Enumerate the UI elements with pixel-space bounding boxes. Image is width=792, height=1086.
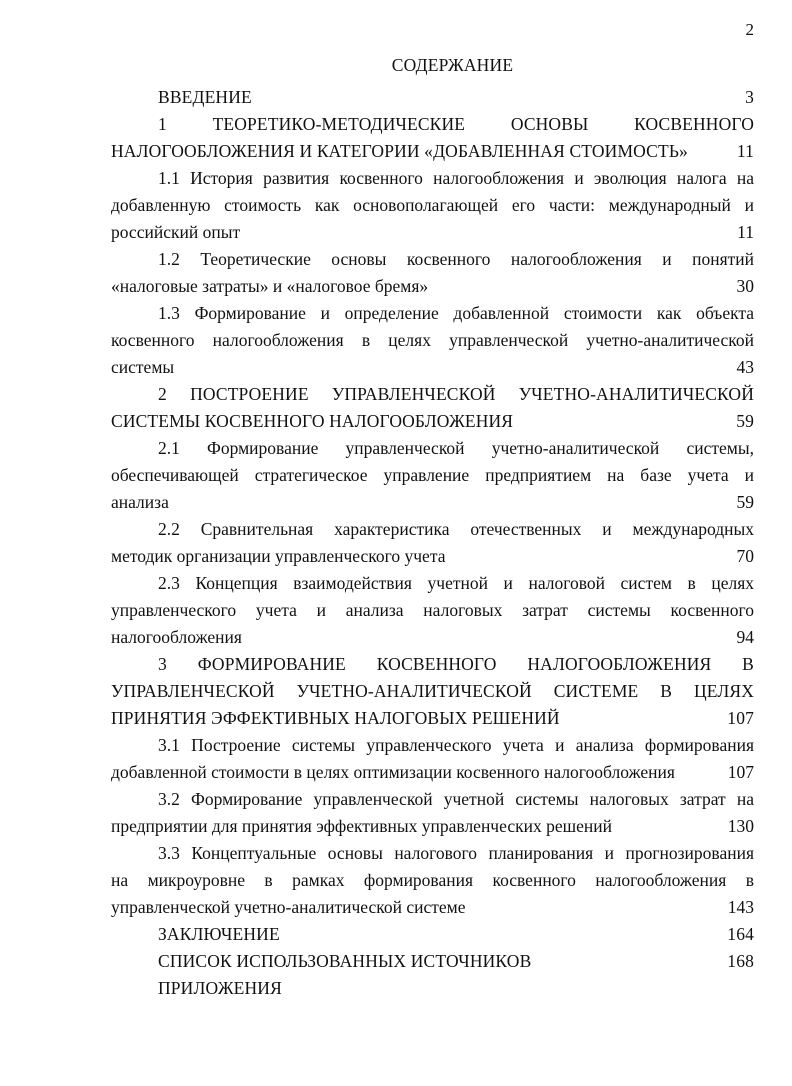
toc-entry-3-2[interactable] xyxy=(111,786,754,840)
toc-entry-label: ВВЕДЕНИЕ xyxy=(158,87,252,107)
toc-entry-line xyxy=(111,759,754,786)
toc-entry-page: 3 xyxy=(745,87,754,107)
toc-entry-label: ПРИНЯТИЯ ЭФФЕКТИВНЫХ НАЛОГОВЫХ РЕШЕНИЙ xyxy=(111,708,560,728)
toc-entry-label: системы xyxy=(111,357,175,377)
toc-entry-2-2[interactable] xyxy=(111,516,754,570)
toc-entry-page: 30 xyxy=(736,276,754,296)
toc-entry-1-1[interactable] xyxy=(111,165,754,246)
toc-entry-line: добавленную стоимость как основополагающей его части: международный и xyxy=(111,195,754,215)
toc-entry-3-3[interactable] xyxy=(111,840,754,921)
toc-entry-label: ПРИЛОЖЕНИЯ xyxy=(158,978,282,998)
toc-entry-chapter-2[interactable] xyxy=(111,381,754,435)
toc-entry-label: СИСТЕМЫ КОСВЕННОГО НАЛОГООБЛОЖЕНИЯ xyxy=(111,411,514,431)
toc-entry-label: российский опыт xyxy=(111,222,241,242)
toc-entry-page: 143 xyxy=(727,897,754,917)
toc-entry-line: 3.3 Концептуальные основы налогового планирования и прогнозирования xyxy=(158,843,754,863)
page-number: 2 xyxy=(745,20,754,39)
toc-entry-page: 94 xyxy=(736,627,754,647)
toc-entry-line: 2 ПОСТРОЕНИЕ УПРАВЛЕНЧЕСКОЙ УЧЕТНО-АНАЛИТИЧЕСКОЙ xyxy=(158,384,754,404)
toc-entry-line: 3.1 Построение системы управленческого учета и анализа формирования xyxy=(158,735,754,755)
toc-entry-line: 2.3 Концепция взаимодействия учетной и налоговой систем в целях xyxy=(158,573,754,593)
table-of-contents xyxy=(111,84,754,1002)
toc-entry-line xyxy=(111,408,754,435)
toc-entry-line xyxy=(111,273,754,300)
toc-entry-line xyxy=(111,354,754,381)
toc-entry-label: методик организации управленческого учета xyxy=(111,546,446,566)
toc-entry-line: 3.2 Формирование управленческой учетной системы налоговых затрат на xyxy=(158,789,754,809)
toc-entry-line: 1.2 Теоретические основы косвенного налогообложения и понятий xyxy=(158,249,754,269)
toc-entry-line: 3 ФОРМИРОВАНИЕ КОСВЕННОГО НАЛОГООБЛОЖЕНИЯ В xyxy=(158,654,754,674)
toc-entry-line: 1.3 Формирование и определение добавленной стоимости как объекта xyxy=(158,303,754,323)
toc-entry-line xyxy=(111,219,754,246)
toc-entry-line: управленческого учета и анализа налоговых затрат системы косвенного xyxy=(111,600,754,620)
toc-entry-line: УПРАВЛЕНЧЕСКОЙ УЧЕТНО-АНАЛИТИЧЕСКОЙ СИСТЕМЕ В ЦЕЛЯХ xyxy=(111,681,754,701)
toc-entry-line: на микроуровне в рамках формирования косвенного налогообложения в xyxy=(111,870,754,890)
toc-entry-2-1[interactable] xyxy=(111,435,754,516)
toc-entry-page: 107 xyxy=(727,708,754,728)
toc-entry-label: СПИСОК ИСПОЛЬЗОВАННЫХ ИСТОЧНИКОВ xyxy=(158,951,532,971)
toc-entry-page: 107 xyxy=(727,762,754,782)
toc-entry-1-2[interactable] xyxy=(111,246,754,300)
toc-entry-conclusion[interactable] xyxy=(111,921,754,948)
toc-entry-line xyxy=(111,489,754,516)
toc-entry-line: 2.2 Сравнительная характеристика отечественных и международных xyxy=(158,519,754,539)
toc-entry-line xyxy=(111,543,754,570)
toc-entry-sources[interactable] xyxy=(111,948,754,975)
toc-entry-page: 130 xyxy=(727,816,754,836)
toc-entry-label: налогообложения xyxy=(111,627,242,647)
toc-entry-chapter-3[interactable] xyxy=(111,651,754,732)
toc-entry-line: обеспечивающей стратегическое управление предприятием на базе учета и xyxy=(111,465,754,485)
toc-entry-page: 43 xyxy=(736,357,754,377)
toc-entry-label: анализа xyxy=(111,492,169,512)
toc-entry-line: 1.1 История развития косвенного налогообложения и эволюция налога на xyxy=(158,168,754,188)
toc-entry-page: 168 xyxy=(727,951,754,971)
toc-title: СОДЕРЖАНИЕ xyxy=(391,55,514,75)
toc-entry-label: управленческой учетно-аналитической системе xyxy=(111,897,466,917)
toc-entry-label: добавленной стоимости в целях оптимизации косвенного налогообложения xyxy=(111,762,675,782)
toc-entry-page: 59 xyxy=(736,492,754,512)
toc-entry-2-3[interactable] xyxy=(111,570,754,651)
toc-entry-page: 70 xyxy=(736,546,754,566)
toc-entry-3-1[interactable] xyxy=(111,732,754,786)
toc-entry-line xyxy=(111,138,754,165)
toc-entry-line xyxy=(111,894,754,921)
toc-entry-appendix[interactable] xyxy=(111,975,754,1002)
toc-entry-page: 59 xyxy=(736,411,754,431)
toc-entry-chapter-1[interactable] xyxy=(111,111,754,165)
toc-entry-intro[interactable] xyxy=(111,84,754,111)
toc-entry-page: 11 xyxy=(736,141,754,161)
toc-entry-label: «налоговые затраты» и «налоговое бремя» xyxy=(111,276,429,296)
toc-entry-label: ЗАКЛЮЧЕНИЕ xyxy=(158,924,280,944)
toc-entry-label: НАЛОГООБЛОЖЕНИЯ И КАТЕГОРИИ «ДОБАВЛЕННАЯ СТОИМОСТЬ» xyxy=(111,141,688,161)
toc-entry-line: косвенного налогообложения в целях управленческой учетно-аналитической xyxy=(111,330,754,350)
toc-entry-line xyxy=(111,813,754,840)
toc-entry-line xyxy=(111,705,754,732)
toc-entry-1-3[interactable] xyxy=(111,300,754,381)
toc-entry-label: предприятии для принятия эффективных управленческих решений xyxy=(111,816,612,836)
toc-entry-page: 164 xyxy=(727,924,754,944)
toc-entry-line: 2.1 Формирование управленческой учетно-аналитической системы, xyxy=(158,438,754,458)
toc-entry-page: 11 xyxy=(737,222,754,242)
toc-entry-line xyxy=(111,624,754,651)
toc-entry-line: 1 ТЕОРЕТИКО-МЕТОДИЧЕСКИЕ ОСНОВЫ КОСВЕННОГО xyxy=(158,114,754,134)
